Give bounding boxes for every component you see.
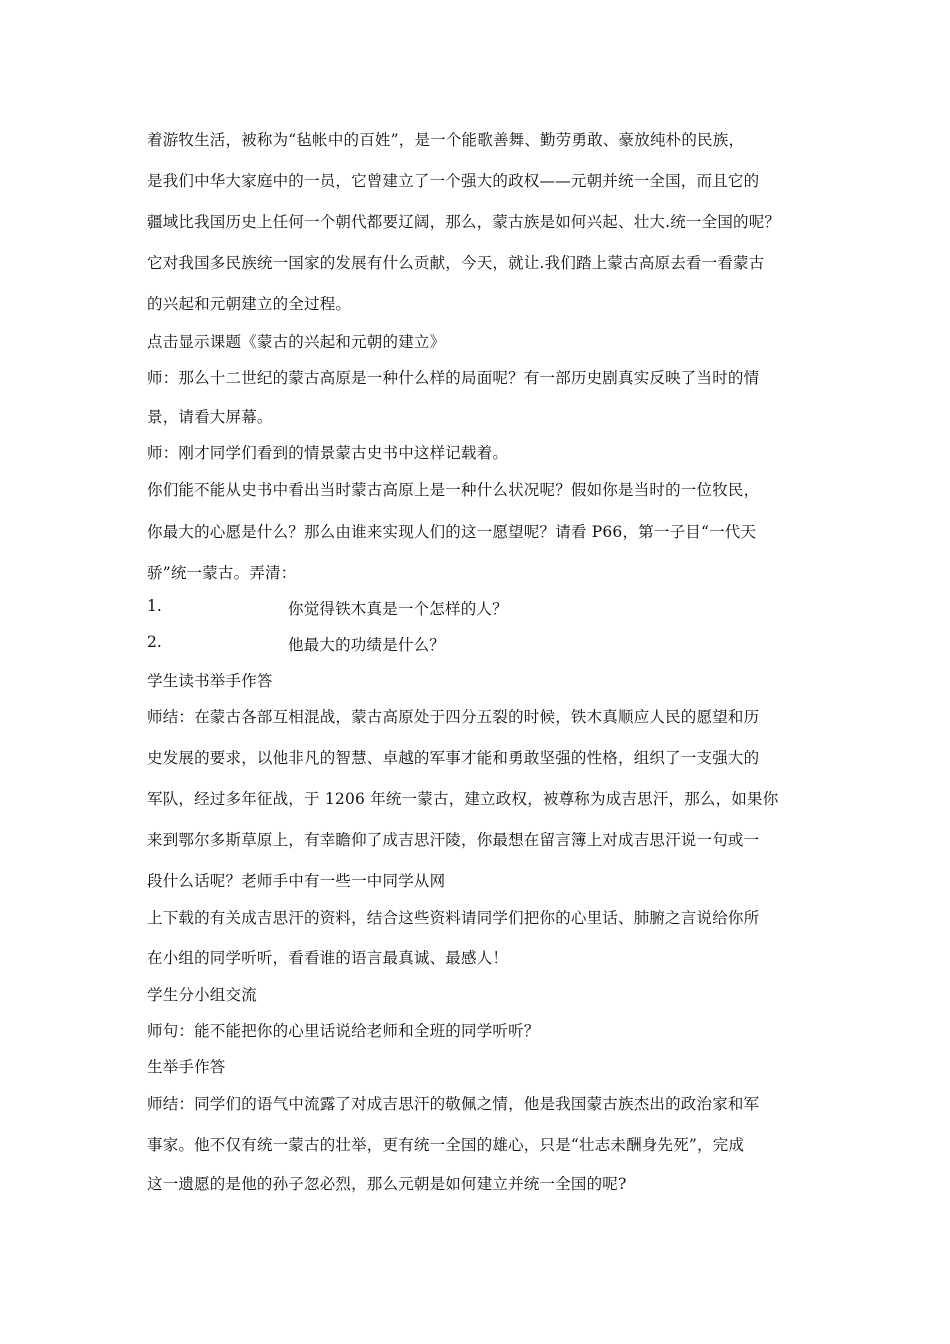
text-line: 你们能不能从史书中看出当时蒙古高原上是一种什么状况呢？假如你是当时的一位牧民，: [147, 481, 760, 499]
text-line: 是我们中华大家庭中的一员，它曾建立了一个强大的政权——元朝并统一全国，而且它的: [147, 172, 760, 190]
text-line: 疆域比我国历史上任何一个朝代都要辽阔，那么，蒙古族是如何兴起、壮大.统一全国的呢？: [147, 213, 781, 231]
question-number: 2.: [147, 633, 162, 651]
text-line: 师结：在蒙古各部互相混战，蒙古高原处于四分五裂的时候，铁木真顺应人民的愿望和历: [147, 708, 760, 726]
text-line: 学生读书举手作答: [147, 672, 273, 690]
text-line: 点击显示课题《蒙古的兴起和元朝的建立》: [147, 333, 446, 351]
text-line: 你最大的心愿是什么？那么由谁来实现人们的这一愿望呢？请看 P66，第一子目“一代天: [147, 523, 757, 541]
text-line: 师：刚才同学们看到的情景蒙古史书中这样记载着。: [147, 444, 509, 462]
text-line: 这一遗愿的是他的孙子忽必烈，那么元朝是如何建立并统一全国的呢?: [147, 1175, 627, 1193]
text-line: 来到鄂尔多斯草原上，有幸瞻仰了成吉思汗陵，你最想在留言簿上对成吉思汗说一句或一: [147, 831, 760, 849]
question-number: 1.: [147, 597, 162, 615]
text-line: 师：那么十二世纪的蒙古高原是一种什么样的局面呢？有一部历史剧真实反映了当时的情: [147, 369, 760, 387]
text-line: 军队，经过多年征战，于 1206 年统一蒙古，建立政权，被尊称为成吉思汗，那么，如果你: [147, 790, 779, 808]
question-text: 他最大的功绩是什么？: [288, 636, 446, 654]
question-text: 你觉得铁木真是一个怎样的人？: [288, 600, 508, 618]
text-line: 学生分小组交流: [147, 986, 257, 1004]
text-line: 它对我国多民族统一国家的发展有什么贡献，今天，就让.我们踏上蒙古高原去看一看蒙古: [147, 254, 765, 272]
text-line: 着游牧生活，被称为“毡帐中的百姓”，是一个能歌善舞、勤劳勇敢、豪放纯朴的民族，: [147, 131, 745, 149]
text-line: 生举手作答: [147, 1058, 226, 1076]
text-line: 师句：能不能把你的心里话说给老师和全班的同学听听？: [147, 1022, 540, 1040]
text-line: 的兴起和元朝建立的全过程。: [147, 295, 352, 313]
text-line: 在小组的同学听听，看看谁的语言最真诚、最感人！: [147, 949, 509, 967]
text-line: 景，请看大屏幕。: [147, 408, 273, 426]
text-line: 史发展的要求，以他非凡的智慧、卓越的军事才能和勇敢坚强的性格，组织了一支强大的: [147, 749, 760, 767]
text-line: 段什么话呢？老师手中有一些一中同学从网: [147, 872, 446, 890]
text-line: 骄”统一蒙古。弄清：: [147, 564, 297, 582]
text-line: 事家。他不仅有统一蒙古的壮举，更有统一全国的雄心，只是“壮志未酬身先死”，完成: [147, 1136, 745, 1154]
text-line: 师结：同学们的语气中流露了对成吉思汗的敬佩之情，他是我国蒙古族杰出的政治家和军: [147, 1095, 760, 1113]
text-line: 上下载的有关成吉思汗的资料，结合这些资料请同学们把你的心里话、肺腑之言说给你所: [147, 909, 760, 927]
